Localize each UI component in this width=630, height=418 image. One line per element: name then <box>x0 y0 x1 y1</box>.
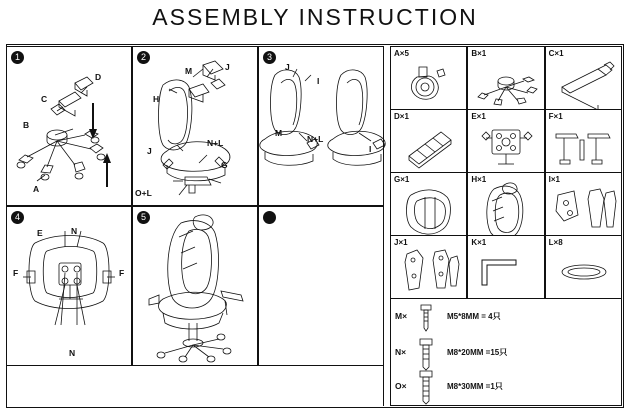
part-label-I: I×1 <box>548 175 560 184</box>
part-label-L: L×8 <box>548 238 563 247</box>
screw-n-icon <box>413 337 439 369</box>
step-5-diagram <box>133 207 259 367</box>
hardware-row-N <box>391 335 623 371</box>
part-label-D: D×1 <box>394 112 409 121</box>
part-cell-C <box>545 46 622 110</box>
screw-m-icon <box>413 303 439 333</box>
part-cell-G <box>390 172 467 236</box>
step-4-label-F2: F <box>119 268 125 278</box>
part-cell-A <box>390 46 467 110</box>
step-panel-5 <box>132 206 258 366</box>
part-cell-E <box>467 109 544 173</box>
hardware-code-M: M× <box>395 311 408 321</box>
step-number-3: 3 <box>263 51 276 64</box>
parts-row-3 <box>390 172 622 236</box>
part-label-B: B×1 <box>471 49 487 58</box>
step-2-label-M: M <box>185 66 193 76</box>
step-3-label-M: M <box>275 128 283 138</box>
part-cell-D <box>390 109 467 173</box>
step-2-label-H: H <box>153 94 160 104</box>
step-number-1: 1 <box>11 51 24 64</box>
step-panel-6 <box>258 206 384 366</box>
step-3-label-I2: I <box>369 144 372 154</box>
step-4-label-N: N <box>71 226 78 236</box>
parts-row-1 <box>390 46 622 110</box>
step-number-2: 2 <box>137 51 150 64</box>
part-cell-I <box>545 172 622 236</box>
step-number-4: 4 <box>11 211 24 224</box>
hardware-code-N: N× <box>395 347 407 357</box>
step-2-diagram <box>133 47 259 207</box>
step-panel-4 <box>6 206 132 366</box>
part-label-E: E×1 <box>471 112 486 121</box>
step-panels <box>6 46 384 406</box>
step-bullet-icon <box>263 211 276 224</box>
step-panel-3 <box>258 46 384 206</box>
part-label-J: J×1 <box>394 238 408 247</box>
parts-row-2 <box>390 109 622 173</box>
step-3-diagram <box>259 47 385 207</box>
step-panel-2 <box>132 46 258 206</box>
step-2-label-NL: N+L <box>207 138 224 148</box>
part-cell-K <box>467 235 544 299</box>
parts-table <box>390 46 622 406</box>
step-1-label-B: B <box>23 120 30 130</box>
hardware-code-O: O× <box>395 381 407 391</box>
step-4-label-E: E <box>37 228 43 238</box>
step-1-label-C: C <box>41 94 48 104</box>
part-cell-H <box>467 172 544 236</box>
screw-o-icon <box>413 369 439 403</box>
step-3-label-I: I <box>317 76 320 86</box>
hardware-spec-M: M5*8MM = 4只 <box>447 312 501 321</box>
hardware-list <box>390 298 622 406</box>
step-number-5: 5 <box>137 211 150 224</box>
step-2-label-G: G <box>221 160 228 170</box>
parts-row-4 <box>390 235 622 299</box>
step-3-label-J: J <box>285 62 290 72</box>
step-4-diagram <box>7 207 133 367</box>
part-cell-B <box>467 46 544 110</box>
hardware-row-M <box>391 299 623 335</box>
step-panel-1 <box>6 46 132 206</box>
part-label-K: K×1 <box>471 238 487 247</box>
part-cell-L <box>545 235 622 299</box>
step-4-label-N2: N <box>69 348 76 358</box>
step-1-label-A: A <box>33 184 40 194</box>
part-label-A: A×5 <box>394 49 409 58</box>
step-1-label-D: D <box>95 72 102 82</box>
step-3-label-NL: N+L <box>307 134 324 144</box>
part-cell-F <box>545 109 622 173</box>
hardware-spec-O: M8*30MM =1只 <box>447 382 503 391</box>
page-title: ASSEMBLY INSTRUCTION <box>152 4 478 30</box>
part-label-F: F×1 <box>548 112 563 121</box>
step-2-label-J2: J <box>147 146 152 156</box>
part-cell-J <box>390 235 467 299</box>
step-4-label-F: F <box>13 268 19 278</box>
step-2-label-J: J <box>225 62 230 72</box>
part-label-H: H×1 <box>471 175 487 184</box>
step-2-label-OL: O+L <box>135 188 152 198</box>
hardware-spec-N: M8*20MM =15只 <box>447 348 508 357</box>
part-label-G: G×1 <box>394 175 410 184</box>
hardware-row-O <box>391 369 623 405</box>
part-label-C: C×1 <box>548 49 564 58</box>
